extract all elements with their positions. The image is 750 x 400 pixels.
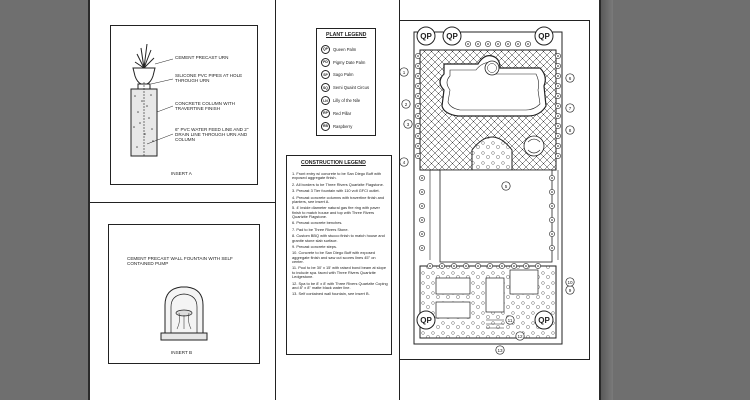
shrub-icon-center xyxy=(557,85,559,87)
shrub-icon-center xyxy=(421,191,423,193)
shrub-icon-center xyxy=(557,135,559,137)
shrub-icon-center xyxy=(557,105,559,107)
construction-legend-item: 9. Precast concrete steps. xyxy=(292,243,337,249)
site-plan-drawing xyxy=(400,20,590,360)
plant-legend-row xyxy=(321,107,375,120)
shrub-icon-center xyxy=(527,43,529,45)
shrub-icon-center xyxy=(417,145,419,147)
callout-bubble xyxy=(404,120,412,128)
callout-number: 12 xyxy=(517,333,523,339)
shrub-icon-center xyxy=(453,265,455,267)
callout-bubble xyxy=(400,68,408,76)
insert-a-label: INSERT A xyxy=(171,171,192,176)
plant-name: Lilly of the Nile xyxy=(333,98,361,104)
construction-legend-item: 8. Custom BBQ with stucco finish to match house and granite stone slab surface. xyxy=(292,233,385,243)
construction-legend-item: 6. Precast concrete benches. xyxy=(292,220,343,226)
plant-legend-row xyxy=(321,94,375,107)
insert-a-frame xyxy=(110,25,258,185)
callout-number: 7 xyxy=(568,105,572,111)
shrub-icon-center xyxy=(497,43,499,45)
shrub-icon-center xyxy=(421,219,423,221)
shrub-icon-center xyxy=(421,205,423,207)
queen-palm-tag-label: QP xyxy=(420,32,432,41)
shrub-icon-center xyxy=(489,265,491,267)
shrub-icon-center xyxy=(557,145,559,147)
callout-bubble xyxy=(502,182,510,190)
shrub-icon-center xyxy=(487,43,489,45)
callout-bubble xyxy=(402,100,410,108)
shrub-icon-center xyxy=(421,233,423,235)
shrub-icon-center xyxy=(421,177,423,179)
construction-legend-box xyxy=(286,155,392,355)
shrub-icon-center xyxy=(417,85,419,87)
shrub-icon-center xyxy=(551,191,553,193)
construction-legend-item: 5. 4' inside diameter natural gas fire ring with paver finish to match house and top with Three Rivers Quartzite Flagstone. xyxy=(292,205,380,219)
shrub-icon-center xyxy=(557,125,559,127)
shrub-icon-center xyxy=(557,75,559,77)
plant-symbol-icon: PD xyxy=(321,58,330,67)
shrub-icon-center xyxy=(507,43,509,45)
plant-legend-row xyxy=(321,120,375,133)
plant-symbol-icon: SQ xyxy=(321,83,330,92)
callout-number: 13 xyxy=(497,347,503,353)
construction-legend-item: 12. Spa to be 8' x 8' with Three Rivers Quartzite Coping and 8" x 8" matte black water line. xyxy=(292,280,388,290)
plant-name: Red Pillar xyxy=(333,110,352,116)
insert-b-label: INSERT B xyxy=(171,350,193,355)
plant-legend-box xyxy=(316,28,376,136)
wall-fountain-drawing xyxy=(109,225,261,365)
shrub-icon-center xyxy=(417,55,419,57)
shrub-icon-center xyxy=(557,95,559,97)
center-pad xyxy=(440,170,552,262)
callout-number: 9 xyxy=(568,287,572,293)
shrub-icon-center xyxy=(429,265,431,267)
callout-number: 5 xyxy=(504,183,508,189)
shrub-icon-center xyxy=(557,55,559,57)
plant-symbol-icon: RB xyxy=(321,122,330,131)
callout-bubble xyxy=(566,278,574,286)
callout-bubble xyxy=(566,286,574,294)
callout-number: 6 xyxy=(568,75,572,81)
plant-symbol-icon: QP xyxy=(321,45,330,54)
insert-a-callout-urn: CEMENT PRECAST URN xyxy=(175,55,229,60)
construction-legend-item: 2. All borders to be Three Rivers Quartzite Flagstone. xyxy=(292,181,384,187)
callout-bubble xyxy=(400,158,408,166)
shrub-icon-center xyxy=(501,265,503,267)
insert-a-callout-feed-line: 6" PVC WATER FEED LINE AND 2" DRAIN LINE THROUGH URN AND COLUMN xyxy=(175,127,249,142)
construction-legend-item: 1. Front entry w/ concrete to be San Diego Buff with exposed aggregate finish. xyxy=(292,171,382,181)
queen-palm-tag xyxy=(417,27,435,45)
construction-legend-item: 11. Pool to be 30' x 15' with raised bond beam at slope to include spa. faced with Three Rivers Quartzite Ledgestone. xyxy=(292,265,386,280)
callout-number: 3 xyxy=(406,121,410,127)
queen-palm-tag xyxy=(535,27,553,45)
callout-bubble xyxy=(566,126,574,134)
plant-legend-list xyxy=(321,43,375,133)
shrub-icon-center xyxy=(421,247,423,249)
callout-bubble xyxy=(566,74,574,82)
shrub-icon-center xyxy=(417,125,419,127)
shrub-icon-center xyxy=(551,247,553,249)
shrub-icon-center xyxy=(477,43,479,45)
construction-legend-item: 10. Concrete to be San Diego Buff with exposed aggregate finish and saw cut scores lines 45° on center. xyxy=(292,250,376,264)
construction-legend-title: CONSTRUCTION LEGEND xyxy=(301,160,366,166)
shrub-icon-center xyxy=(551,219,553,221)
shrub-icon-center xyxy=(525,265,527,267)
drawing-sheet xyxy=(88,0,601,400)
shrub-icon-center xyxy=(477,265,479,267)
shrub-icon-center xyxy=(417,115,419,117)
construction-legend-item: 3. Precast 3 Tier fountain with 110 volt GFCI outlet. xyxy=(292,188,380,194)
queen-palm-tag-label: QP xyxy=(538,316,550,325)
left-column-row-divider xyxy=(90,202,276,203)
queen-palm-tag xyxy=(535,311,553,329)
queen-palm-tag xyxy=(417,311,435,329)
plant-legend-row xyxy=(321,81,375,94)
plant-name: Semi Quaint Circus xyxy=(333,85,370,91)
callout-number: 4 xyxy=(402,159,406,165)
insert-a-callout-pipes: SILICONE PVC PIPES AT HOLE THROUGH URN xyxy=(175,73,243,83)
spa xyxy=(485,61,499,75)
callout-bubble xyxy=(496,346,504,354)
shrub-icon-center xyxy=(417,75,419,77)
shrub-icon-center xyxy=(417,135,419,137)
shrub-icon-center xyxy=(551,233,553,235)
shrub-icon-center xyxy=(417,65,419,67)
shrub-icon-center xyxy=(417,95,419,97)
callout-bubble xyxy=(566,104,574,112)
shrub-icon-center xyxy=(537,265,539,267)
shrub-icon-center xyxy=(557,155,559,157)
shrub-icon-center xyxy=(557,65,559,67)
sheet-edge-shadow xyxy=(601,0,613,400)
insert-b-title: CEMENT PRECAST WALL FOUNTAIN WITH SELF CONTAINED PUMP xyxy=(127,256,233,266)
construction-legend-item: 13. Self contained wall fountain, see insert B. xyxy=(292,291,370,297)
plant-symbol-icon: RP xyxy=(321,109,330,118)
queen-palm-tag-label: QP xyxy=(446,32,458,41)
callout-bubble xyxy=(516,332,524,340)
insert-b-frame xyxy=(108,224,260,364)
construction-legend-item: 7. Pad to be Three Rivers Stone. xyxy=(292,226,349,232)
plant-legend-row xyxy=(321,69,375,82)
plant-legend-row xyxy=(321,56,375,69)
callout-bubble xyxy=(506,316,514,324)
callout-number: 2 xyxy=(404,101,408,107)
plant-legend-title: PLANT LEGEND xyxy=(326,32,367,38)
queen-palm-tag-label: QP xyxy=(538,32,550,41)
plant-legend-row xyxy=(321,43,375,56)
shrub-icon-center xyxy=(465,265,467,267)
plant-name: Raspberry xyxy=(333,123,353,129)
plant-name: Pigmy Date Palm xyxy=(333,59,366,65)
shrub-icon-center xyxy=(417,105,419,107)
shrub-icon-center xyxy=(551,205,553,207)
shrub-icon-center xyxy=(441,265,443,267)
callout-number: 8 xyxy=(568,127,572,133)
insert-a-callout-column: CONCRETE COLUMN WITH TRAVERTINE FINISH xyxy=(175,101,235,111)
shrub-icon-center xyxy=(517,43,519,45)
shrub-icon-center xyxy=(551,177,553,179)
callout-number: 10 xyxy=(567,279,573,285)
shrub-icon-center xyxy=(467,43,469,45)
construction-legend-item: 4. Precast concrete columns with travertine finish and planters, see insert A. xyxy=(292,194,385,204)
shrub-icon-center xyxy=(417,155,419,157)
shrub-icon-center xyxy=(513,265,515,267)
plant-name: Sago Palm xyxy=(333,72,354,78)
callout-number: 11 xyxy=(507,317,513,323)
plant-symbol-icon: SP xyxy=(321,70,330,79)
queen-palm-tag xyxy=(443,27,461,45)
shrub-icon-center xyxy=(557,115,559,117)
plant-name: Queen Palm xyxy=(333,46,357,52)
construction-legend-items xyxy=(292,172,388,299)
plant-symbol-icon: LN xyxy=(321,96,330,105)
queen-palm-tag-label: QP xyxy=(420,316,432,325)
callout-number: 1 xyxy=(402,69,406,75)
